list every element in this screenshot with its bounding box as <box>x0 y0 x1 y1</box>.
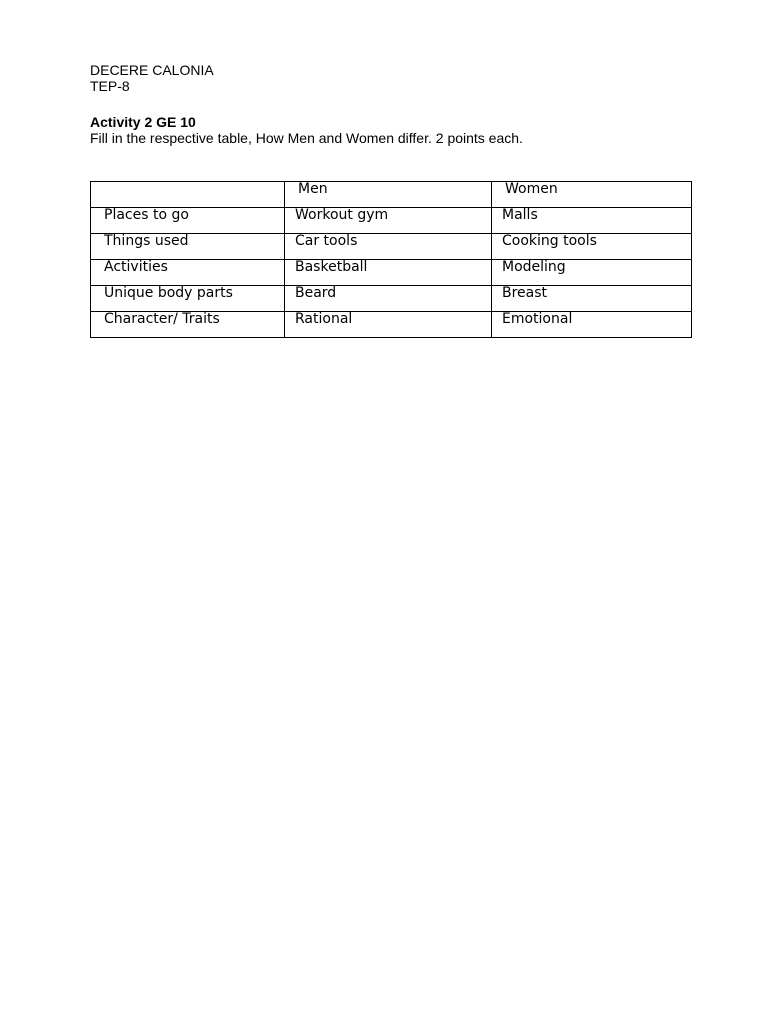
women-cell: Modeling <box>492 260 692 286</box>
table-row <box>91 286 692 312</box>
table-row <box>91 208 692 234</box>
men-cell: Rational <box>285 312 492 338</box>
table-row <box>91 260 692 286</box>
header-cell-empty <box>91 182 285 208</box>
student-section: TEP-8 <box>90 78 130 94</box>
men-cell: Beard <box>285 286 492 312</box>
table-row <box>91 234 692 260</box>
comparison-table <box>90 181 692 338</box>
row-label-cell: Places to go <box>91 208 285 234</box>
student-name: DECERE CALONIA <box>90 62 214 78</box>
header-cell-men: Men <box>285 182 492 208</box>
row-label-cell: Activities <box>91 260 285 286</box>
row-label-cell: Character/ Traits <box>91 312 285 338</box>
men-cell: Workout gym <box>285 208 492 234</box>
women-cell: Emotional <box>492 312 692 338</box>
table-header-row <box>91 182 692 208</box>
women-cell: Malls <box>492 208 692 234</box>
women-cell: Cooking tools <box>492 234 692 260</box>
row-label-cell: Things used <box>91 234 285 260</box>
row-label-cell: Unique body parts <box>91 286 285 312</box>
activity-title: Activity 2 GE 10 <box>90 114 196 130</box>
table-row <box>91 312 692 338</box>
women-cell: Breast <box>492 286 692 312</box>
activity-instructions: Fill in the respective table, How Men and Women differ. 2 points each. <box>90 130 523 146</box>
header-cell-women: Women <box>492 182 692 208</box>
men-cell: Basketball <box>285 260 492 286</box>
men-cell: Car tools <box>285 234 492 260</box>
